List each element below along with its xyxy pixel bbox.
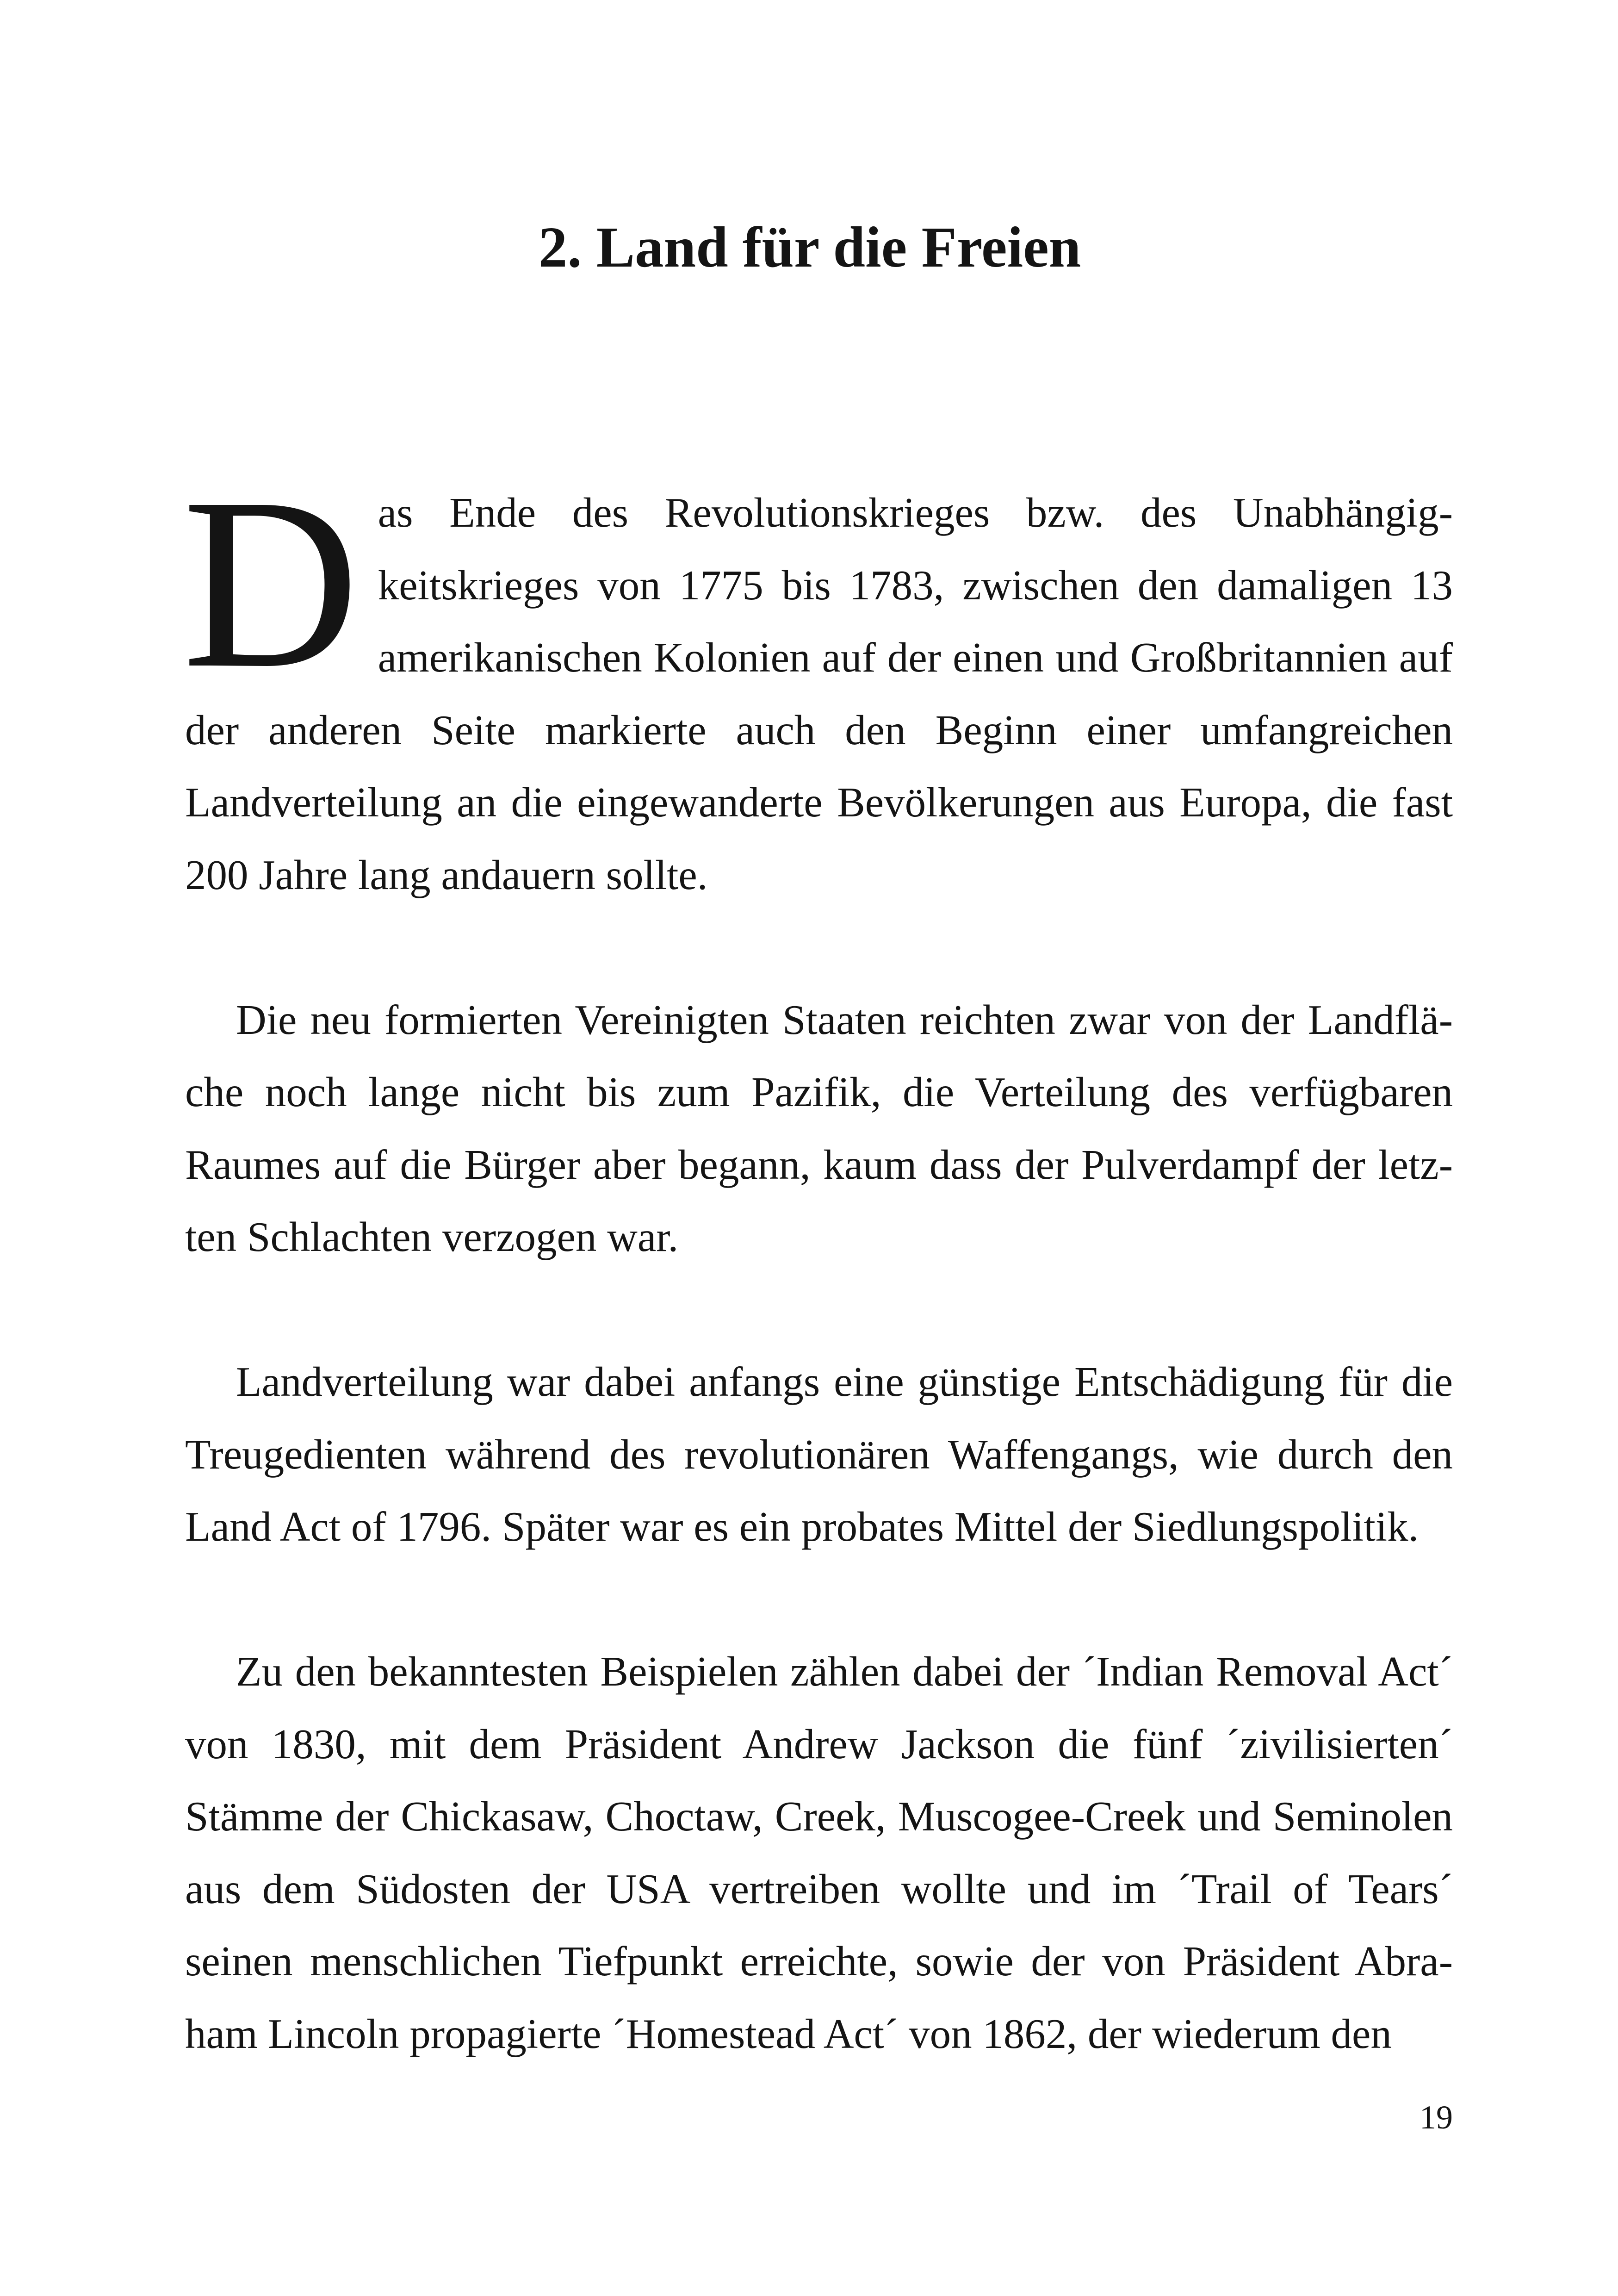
paragraph-2: Die neu formierten Vereinigten Staaten reichten zwar von der Landfläche noch lange nicht bis zum Pazifik, die Verteilung des verfügbaren Raumes auf die Bürger aber begann, kaum dass der Pulverdampf der letzten Schlachten verzogen war. [185,996,1453,1260]
body-text [182,447,1453,2143]
paragraph-1-text: as Ende des Revolutionskrieges bzw. des Unabhängigkeitskrieges von 1775 bis 1783, zwischen den damaligen 13 amerikanischen Kolonien auf der einen und Großbritannien auf der anderen Seite markierte auch den Beginn einer umfangreichen Landverteilung an die eingewanderte Bevölkerungen aus Europa, die fast 200 Jahre lang andauern sollte. [185,489,1453,898]
drop-cap: D [182,447,360,719]
paragraph-4: Zu den bekanntesten Beispielen zählen dabei der ´Indian Removal Act´ von 1830, mit dem Präsident Andrew Jackson die fünf ´zivilisierten´ Stämme der Chickasaw, Choctaw, Creek, Muscogee-Creek und Seminolen aus dem Südosten der USA vertreiben wollte und im ´Trail of Tears´ seinen menschlichen Tiefpunkt erreichte, sowie der von Präsident Abraham Lincoln propagierte ´Homestead Act´ von 1862, der wiederum den [185,1648,1453,2057]
chapter-title: 2. Land für die Freien [538,216,1081,280]
paragraph-3: Landverteilung war dabei anfangs eine günstige Entschädigung für die Treugedienten während des revolutionären Waffengangs, wie durch den Land Act of 1796. Später war es ein probates Mittel der Siedlungspolitik. [185,1358,1453,1550]
page-number: 19 [1420,2099,1453,2136]
paragraph-1 [182,447,1453,911]
